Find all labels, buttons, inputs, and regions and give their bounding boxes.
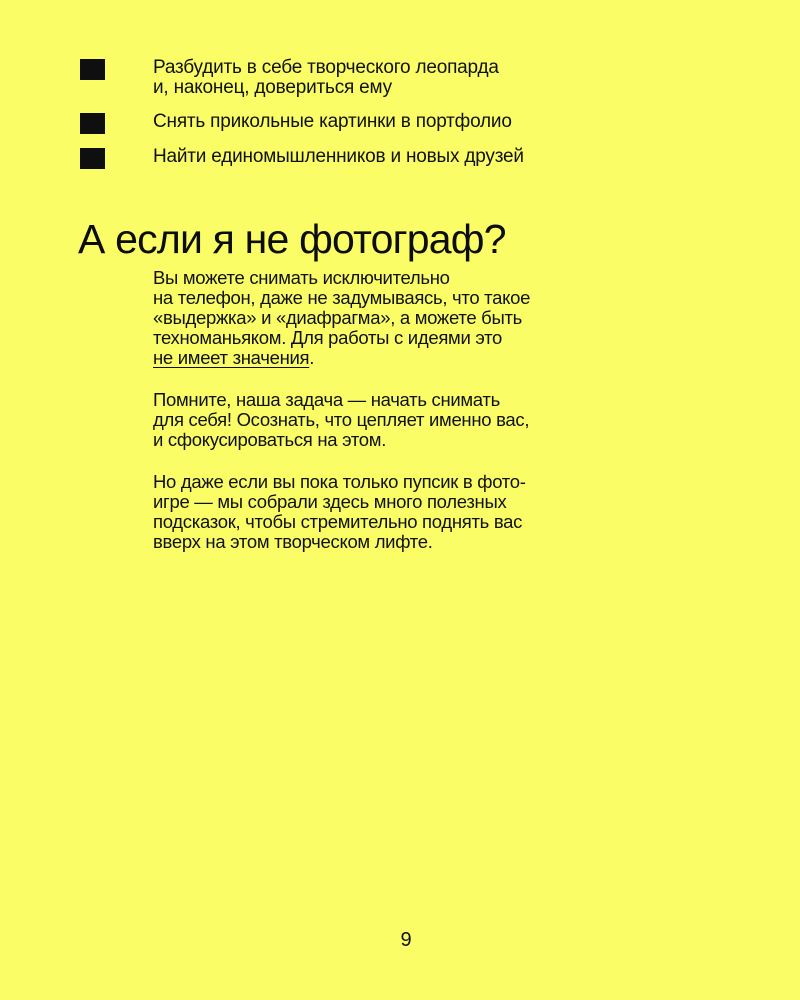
page-number: 9 bbox=[400, 929, 412, 951]
goal-text: Снять прикольные картинки в портфолио bbox=[153, 111, 512, 132]
paragraph-1-end: . bbox=[309, 347, 315, 368]
underlined-phrase: не имеет значения bbox=[153, 347, 310, 368]
body-text bbox=[153, 268, 673, 574]
paragraph-3: Но даже если вы пока только пупсик в фото- игре — мы собрали здесь много полезных подсказок, чтобы стремительно поднять вас вверх на этом творческом лифте. bbox=[153, 471, 526, 552]
goal-list bbox=[80, 58, 720, 183]
goal-item bbox=[80, 58, 720, 98]
goal-text: Разбудить в себе творческого леопарда и, наконец, довериться ему bbox=[153, 57, 499, 98]
paragraph-2: Помните, наша задача — начать снимать для себя! Осознать, что цепляет именно вас, и сфокусироваться на этом. bbox=[153, 389, 530, 450]
goal-item bbox=[80, 112, 720, 134]
paragraph-1-start: Вы можете снимать исключительно на телефон, даже не задумываясь, что такое «выдержка» и «диафрагма», а можете быть техноманьяком. Для работы с идеями это bbox=[153, 267, 531, 348]
square-bullet-icon bbox=[80, 113, 105, 134]
paragraph-1 bbox=[153, 268, 673, 368]
section-heading: А если я не фотограф? bbox=[78, 216, 506, 262]
goal-text: Найти единомышленников и новых друзей bbox=[153, 146, 524, 167]
goal-item bbox=[80, 147, 720, 169]
square-bullet-icon bbox=[80, 59, 105, 80]
square-bullet-icon bbox=[80, 148, 105, 169]
